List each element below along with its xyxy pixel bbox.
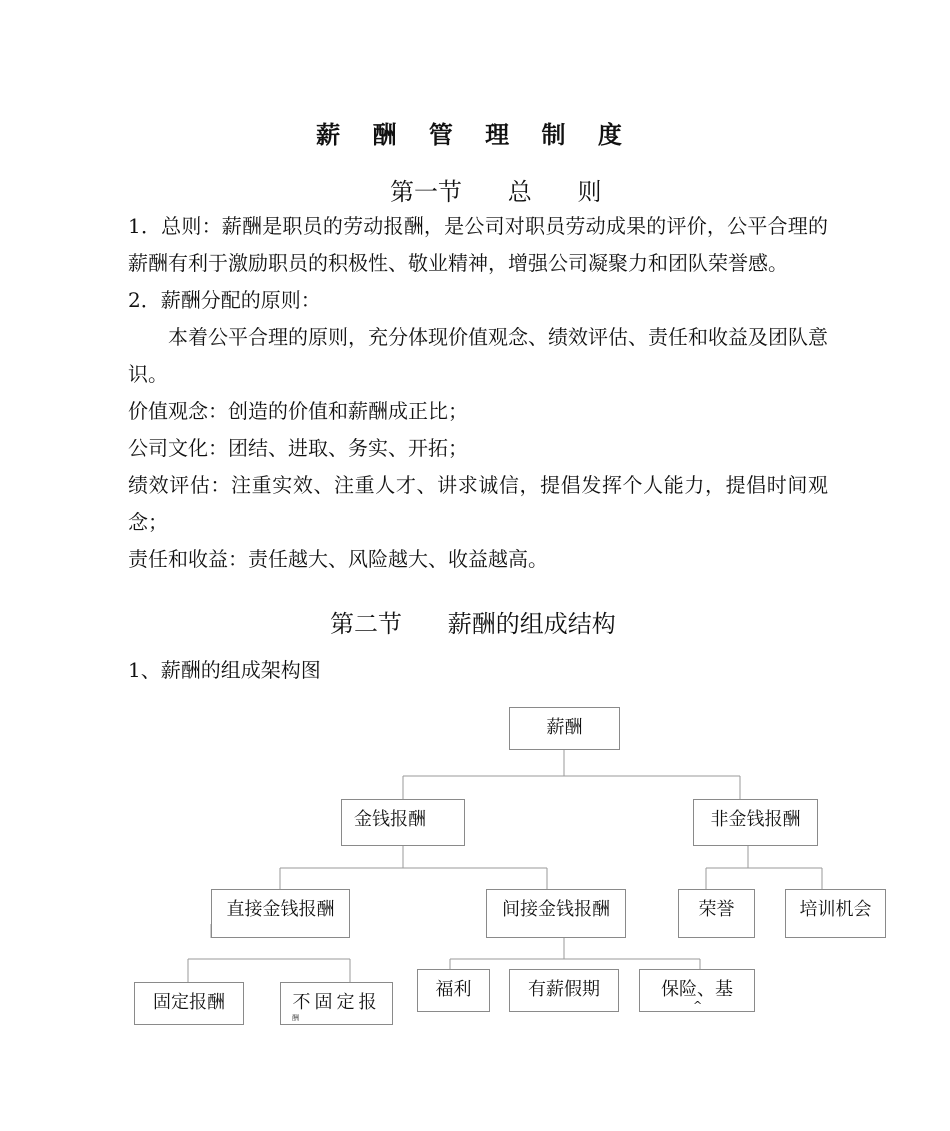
- org-node-insurance: 保险、基: [639, 969, 755, 1012]
- insurance-caret-icon: ^: [693, 999, 703, 1012]
- org-node-indirect-monetary: 间接金钱报酬: [486, 889, 626, 938]
- org-node-welfare: 福利: [417, 969, 490, 1012]
- org-node-training: 培训机会: [785, 889, 886, 938]
- org-node-monetary: 金钱报酬: [341, 799, 465, 846]
- paragraph-culture: 公司文化：团结、进取、务实、开拓；: [128, 436, 468, 460]
- paragraph-principle-heading: 2．薪酬分配的原则：: [128, 288, 321, 312]
- document-title: 薪 酬 管 理 制 度: [316, 121, 634, 149]
- org-node-paid-leave: 有薪假期: [509, 969, 619, 1012]
- section1-heading: 第一节 总 则: [390, 178, 602, 206]
- org-chart-caption: 1、薪酬的组成架构图: [128, 658, 321, 682]
- paragraph-principle: 本着公平合理的原则，充分体现价值观念、绩效评估、责任和收益及团队意识。: [128, 325, 828, 386]
- section2-heading: 第二节 薪酬的组成结构: [330, 610, 616, 638]
- org-node-non-monetary: 非金钱报酬: [693, 799, 818, 846]
- org-node-direct-monetary: 直接金钱报酬: [211, 889, 350, 938]
- paragraph-responsibility: 责任和收益：责任越大、风险越大、收益越高。: [128, 547, 548, 571]
- variable-pay-overflow: 酬: [292, 1014, 299, 1022]
- paragraph-general: 1．总则：薪酬是职员的劳动报酬，是公司对职员劳动成果的评价，公平合理的薪酬有利于激励职员的积极性、敬业精神，增强公司凝聚力和团队荣誉感。: [128, 214, 828, 275]
- org-node-salary: 薪酬: [509, 707, 620, 750]
- paragraph-performance: 绩效评估：注重实效、注重人才、讲求诚信，提倡发挥个人能力，提倡时间观念；: [128, 473, 828, 534]
- org-node-honor: 荣誉: [678, 889, 755, 938]
- variable-pay-label: 不固定报: [292, 992, 381, 1013]
- paragraph-value: 价值观念：创造的价值和薪酬成正比；: [128, 399, 468, 423]
- org-node-fixed-pay: 固定报酬: [134, 982, 244, 1025]
